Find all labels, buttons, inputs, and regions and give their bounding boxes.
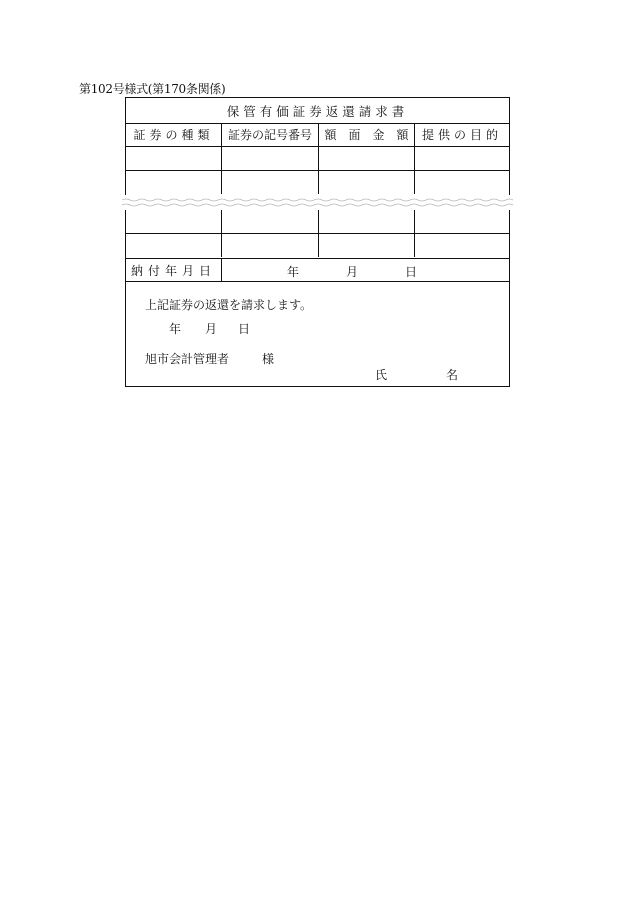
payment-date-year: 年 xyxy=(287,265,300,279)
header-security-type: 証券の種類 xyxy=(126,123,222,146)
table-row xyxy=(126,210,509,234)
face-value-cell[interactable] xyxy=(319,234,415,257)
column-header-row xyxy=(126,123,509,147)
table-row xyxy=(126,171,509,194)
header-security-number: 証券の記号番号 xyxy=(222,123,319,146)
payment-date-label: 納付年月日 xyxy=(126,259,222,281)
payment-date-day: 日 xyxy=(405,265,418,279)
face-value-cell[interactable] xyxy=(319,147,415,170)
table-row xyxy=(126,234,509,257)
table-break-mark xyxy=(122,195,513,210)
payment-date-month: 月 xyxy=(346,265,359,279)
face-value-cell[interactable] xyxy=(319,171,415,194)
purpose-cell[interactable] xyxy=(415,147,509,170)
security-type-cell[interactable] xyxy=(126,171,222,194)
security-type-cell[interactable] xyxy=(126,210,222,233)
addressee: 旭市会計管理者 xyxy=(145,352,230,366)
payment-date-row xyxy=(126,258,509,282)
security-number-cell[interactable] xyxy=(222,234,319,257)
purpose-cell[interactable] xyxy=(415,234,509,257)
request-date-day: 日 xyxy=(238,322,251,336)
name-label-first: 氏 xyxy=(375,368,388,382)
purpose-cell[interactable] xyxy=(415,171,509,194)
wavy-break-line xyxy=(122,195,513,210)
security-number-cell[interactable] xyxy=(222,147,319,170)
header-purpose: 提供の目的 xyxy=(421,128,502,142)
name-label-second: 名 xyxy=(446,368,459,382)
security-type-cell[interactable] xyxy=(126,147,222,170)
table-row xyxy=(126,147,509,171)
purpose-cell[interactable] xyxy=(415,210,509,233)
form-title: 保管有価証券返還請求書 xyxy=(126,98,509,124)
return-request-form xyxy=(125,97,510,387)
form-number-label: 第102号様式(第170条関係) xyxy=(79,82,226,96)
header-face-value: 額 面 金 額 xyxy=(319,123,415,146)
security-number-cell[interactable] xyxy=(222,171,319,194)
request-statement: 上記証券の返還を請求します。 xyxy=(145,298,313,312)
security-number-cell[interactable] xyxy=(222,210,319,233)
honorific: 様 xyxy=(262,352,275,366)
request-date-year: 年 xyxy=(169,322,182,336)
request-date-month: 月 xyxy=(205,322,218,336)
security-type-cell[interactable] xyxy=(126,234,222,257)
face-value-cell[interactable] xyxy=(319,210,415,233)
